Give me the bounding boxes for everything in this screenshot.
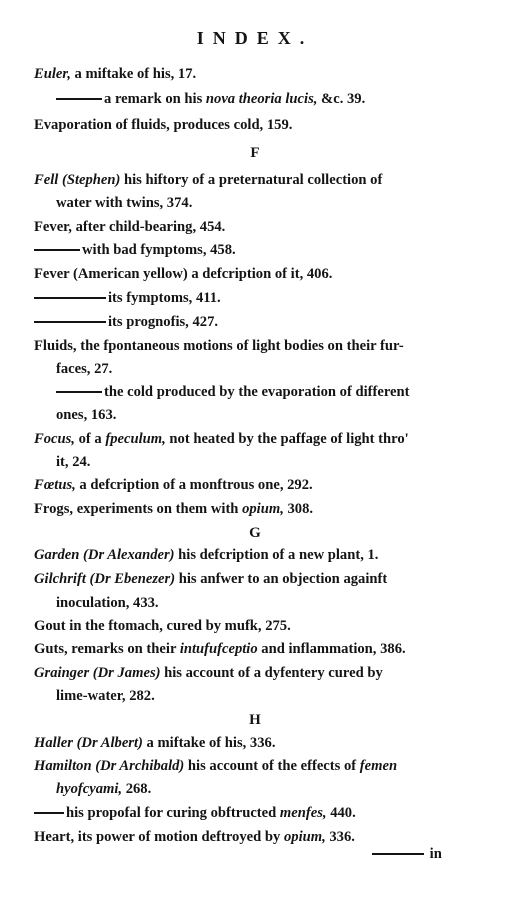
entry-fluids-sub-cont: ones, 163.: [56, 407, 117, 423]
entry-text: Frogs, experiments on them with: [34, 501, 243, 517]
entry-text: 308.: [283, 501, 314, 517]
entry-head: Grainger (Dr James): [34, 665, 161, 681]
entry-text: his account of the effects of: [184, 758, 360, 774]
entry-fever-sub: [34, 242, 236, 259]
entry-head: Haller (Dr Albert): [34, 735, 143, 751]
entry-head: Focus,: [34, 431, 75, 447]
entry-guts: [34, 641, 406, 658]
ditto-dash: [56, 391, 102, 393]
entry-head: Fell (Stephen): [34, 172, 121, 188]
entry-head: Fœtus,: [34, 477, 76, 493]
entry-italic: hyofcyami,: [56, 781, 123, 797]
entry-hamilton: [34, 758, 397, 775]
ditto-dash: [34, 321, 106, 323]
entry-text: a remark on his: [104, 91, 206, 107]
entry-text: a miftake of his, 17.: [70, 66, 197, 82]
entry-text: of a: [74, 431, 106, 447]
entry-text: the cold produced by the evaporation of different: [104, 384, 410, 400]
entry-heart: [34, 829, 355, 846]
entry-text: his hiftory of a preternatural collection of: [120, 172, 383, 188]
entry-italic: nova theoria lucis,: [205, 91, 318, 107]
entry-fluids-cont: faces, 27.: [56, 361, 113, 377]
entry-fetus: [34, 477, 313, 494]
catchword-text: in: [429, 846, 442, 862]
entry-fell: [34, 172, 382, 189]
entry-fluids: Fluids, the fpontaneous motions of light bodies on their fur-: [34, 338, 404, 354]
entry-grainger-cont: lime-water, 282.: [56, 688, 155, 704]
entry-fell-cont: water with twins, 374.: [56, 195, 193, 211]
entry-text: with bad fymptoms, 458.: [82, 242, 236, 258]
entry-text: its prognofis, 427.: [108, 314, 219, 330]
entry-head: Hamilton (Dr Archibald): [34, 758, 185, 774]
entry-gout: Gout in the ftomach, cured by mufk, 275.: [34, 618, 291, 634]
entry-text: and inflammation, 386.: [257, 641, 406, 657]
entry-frogs: [34, 501, 313, 518]
entry-italic: opium,: [283, 829, 326, 845]
entry-focus-cont: it, 24.: [56, 454, 91, 470]
entry-euler-sub: [56, 91, 365, 108]
entry-italic: menfes,: [279, 805, 327, 821]
entry-text: his account of a dyfentery cured by: [160, 665, 383, 681]
ditto-dash: [34, 297, 106, 299]
entry-head: Garden (Dr Alexander): [34, 547, 175, 563]
entry-fever-american: Fever (American yellow) a defcription of it, 406.: [34, 266, 333, 282]
entry-fever: Fever, after child-bearing, 454.: [34, 219, 226, 235]
ditto-dash: [34, 812, 64, 814]
catchword: [372, 846, 442, 863]
entry-hamilton-cont: [56, 781, 151, 798]
entry-gilchrist: [34, 571, 387, 588]
entry-text: 440.: [326, 805, 356, 821]
entry-focus: [34, 431, 409, 448]
ditto-dash: [34, 249, 80, 251]
entry-evaporation: Evaporation of fluids, produces cold, 159.: [34, 117, 293, 133]
entry-italic: femen: [359, 758, 398, 774]
entry-grainger: [34, 665, 383, 682]
entry-text: a defcription of a monftrous one, 292.: [75, 477, 313, 493]
entry-italic: fpeculum,: [105, 431, 166, 447]
entry-italic: opium,: [242, 501, 284, 517]
entry-text: 268.: [122, 781, 152, 797]
entry-text: not heated by the paffage of light thro': [165, 431, 409, 447]
section-letter-g: G: [249, 525, 261, 541]
entry-text: Heart, its power of motion deftroyed by: [34, 829, 284, 845]
entry-hamilton-sub: [34, 805, 356, 822]
ditto-dash: [372, 853, 424, 855]
page-header: INDEX.: [196, 28, 314, 48]
entry-text: a miftake of his, 336.: [142, 735, 276, 751]
entry-haller: [34, 735, 275, 752]
entry-italic: intufufceptio: [179, 641, 258, 657]
entry-text: 336.: [325, 829, 355, 845]
section-letter-f: F: [250, 145, 260, 161]
entry-fever-symptoms: [34, 290, 221, 307]
entry-text: his anfwer to an objection againft: [175, 571, 388, 587]
entry-text: Guts, remarks on their: [34, 641, 180, 657]
entry-fever-prognosis: [34, 314, 218, 331]
entry-text: &c. 39.: [317, 91, 366, 107]
entry-gilchrist-cont: inoculation, 433.: [56, 595, 159, 611]
ditto-dash: [56, 98, 102, 100]
entry-euler: [34, 66, 196, 83]
entry-text: its fymptoms, 411.: [108, 290, 221, 306]
entry-text: his defcription of a new plant, 1.: [174, 547, 379, 563]
entry-garden: [34, 547, 378, 564]
entry-head: Euler,: [34, 66, 71, 82]
entry-head: Gilchrift (Dr Ebenezer): [34, 571, 176, 587]
entry-text: his propofal for curing obftructed: [66, 805, 280, 821]
section-letter-h: H: [249, 712, 261, 728]
entry-fluids-sub: [56, 384, 410, 401]
